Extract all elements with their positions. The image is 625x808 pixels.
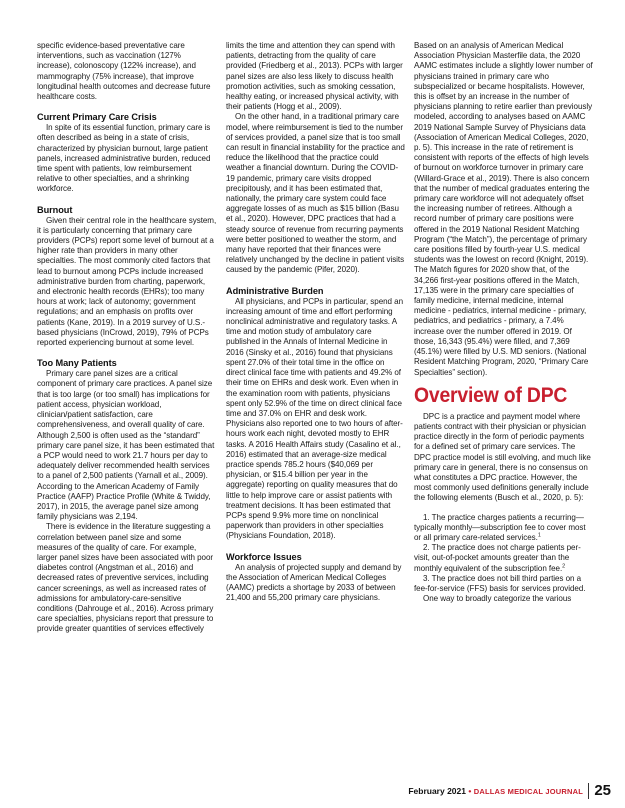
footnote-marker: 2 (562, 562, 566, 569)
page-footer (0, 783, 625, 799)
dpc-elements-list (414, 513, 594, 605)
paragraph-patients-1: Primary care panel sizes are a critical component of primary care practices. A panel size that is too large (or too small) has implications for patient access, physician workload, clinician/patient satisfaction, care comprehensiveness, and overall quality of care. Although 2,500 is often used as the “standard” primary care panel size, it has been estimated that a PCP would need to work 21.7 hours per day to adequately deliver recommended health services to a panel of 2,500 patients (Yarnall et al., 2009). According to the American Academy of Family Practice (AAFP) Practice Profile (White & Twiddy, 2017), in 2015, the average panel size among family physicians was 2,194. (37, 369, 215, 522)
paragraph-workforce: An analysis of projected supply and demand by the Association of American Medical Colleges (AAMC) predicts a shortage by 2033 of between 21,400 and 55,200 primary care physicians. (226, 562, 402, 603)
footer-separator: • (468, 786, 472, 796)
paragraph-continued: Based on an analysis of American Medical Association Physician Masterfile data, the 2020 AAMC estimates include a slightly lower number of physicians trained in primary care who subspecialized or became hospitalists. However, this is offset by an increase in the number of physicians planning to retire earlier than previously modeled, according to analyses based on AAMC 2019 National Sample Survey of Physicians data (Association of American Medical Colleges, 2020, p. 5). This increase in the rate of retirement is consistent with reports of the effects of high levels of burnout on workforce turnover in primary care (Willard-Grace et al., 2019). There is also concern that the number of medical graduates entering the primary care workforce will not adequately offset the increasing number of retirees. Although a record number of primary care positions were offered in the 2019 National Resident Matching Program (“the Match”), the percentage of primary care positions filled by fourth-year U.S. medical students was the lowest on record (Knight, 2019). The Match figures for 2020 show that, of the 34,266 first-year positions offered in the Match, 17,135 were in the primary care specialties of family medicine, internal medicine, internal medicine - pediatrics, internal medicine - primary, pediatrics, and pediatrics - primary, a 7.4% increase over the number offered in 2019. Of those, 16,343 (95.4%) were filled, and 7,369 (45.1%) were filled by U.S. MD seniors. (National Resident Matching Program, 2020, “Primary Care Specialties” section). (414, 41, 593, 377)
footer-date: February 2021 (408, 786, 466, 796)
list-item: 2. The practice does not charge patients per-visit, out-of-pocket amounts greater than the monthly equivalent of the subscription fee.$^2$ (414, 543, 581, 573)
list-item: 3. The practice does not bill third parties on a fee-for-service (FFS) basis for services provided. (414, 573, 586, 593)
paragraph-overview: DPC is a practice and payment model where patients contract with their physician or physician practice directly in the form of periodic payments for a defined set of primary care services. The DPC practice model is still evolving, and much like primary care in general, there is no consensus on what constitutes a DPC practice. However, the most commonly used definitions generally include the following elements (Busch et al., 2020, p. 5): (414, 411, 591, 503)
heading-too-many-patients: Too Many Patients (37, 358, 117, 369)
list-item: 1. The practice charges patients a recurring—typically monthly—subscription fee to cover most or all primary care-related services.$^1$ (414, 512, 586, 542)
footnote-marker: 1 (537, 532, 541, 539)
page-number: 25 (594, 782, 611, 799)
heading-administrative-burden: Administrative Burden (226, 285, 324, 296)
paragraph-continued: limits the time and attention they can spend with patients, detracting from the quality of care provided (Friedberg et al., 2013). PCPs with larger panel sizes are also less likely to discuss health promotion activities, such as smoking cessation, healthy eating, or increased physical activity, with their patients (Hogg et al., 2009). (226, 41, 403, 112)
footer-journal-name: DALLAS MEDICAL JOURNAL (473, 787, 583, 796)
heading-burnout: Burnout (37, 204, 73, 215)
footer-divider (588, 783, 589, 799)
heading-overview-of-dpc: Overview of DPC (414, 382, 568, 407)
paragraph-traditional-model: On the other hand, in a traditional primary care model, where reimbursement is tied to the number of services provided, a panel size that is too small can result in financial instability for the practice and reduce the likelihood that the practice could weather a financial downturn. During the COVID-19 pandemic, primary care visits dropped precipitously, and it has been estimated that, nationally, the primary care system could face aggregate losses of as much as $15 billion (Basu et al., 2020). However, DPC practices that had a steady source of revenue from recurring payments were better positioned to weather the storm, and many have reported that their finances were relatively unchanged by the decline in patient visits caused by the pandemic (Pifer, 2020). (226, 112, 405, 275)
paragraph-last: One way to broadly categorize the various (423, 594, 572, 604)
heading-current-primary-care-crisis: Current Primary Care Crisis (37, 112, 157, 123)
paragraph-burnout: Given their central role in the healthcare system, it is particularly concerning that primary care providers (PCPs) report some level of burnout at a higher rate than providers in many other specialties. The most commonly cited factors that lead to burnout among PCPs include increased administrative burden from charting, paperwork, and electronic health records (EHRs); too many hours at work; lack of autonomy; government regulations; and an emphasis on profits over patients (Kane, 2019). In a 2019 survey of U.S.-based physicians (InCrowd, 2019), 79% of PCPs reported experiencing burnout at some level. (37, 215, 217, 348)
heading-workforce-issues: Workforce Issues (226, 551, 302, 562)
footer-text (408, 786, 583, 797)
paragraph-intro: specific evidence-based preventative care interventions, such as vaccination (127% increase), colonoscopy (122% increase), and mammography (75% increase), that improve longitudinal health outcomes and decrease future healthcare costs. (37, 41, 211, 102)
paragraph-crisis: In spite of its essential function, primary care is often described as being in a state of crisis, characterized by physician burnout, large patient panels, increased administrative burden, reduced time spent with patients, low reimbursement relative to other specialties, and a shrinking workforce. (37, 123, 211, 194)
column-2 (226, 41, 406, 603)
paragraph-patients-2: There is evidence in the literature suggesting a correlation between panel size and some measures of the quality of care. For example, larger panel sizes have been associated with poor diabetes control (Angstman et al., 2016) and decreased rates of preventive services, including cancer screenings, as well as increased rates of admissions for ambulatory-care-sensitive conditions (Dahrouge et al., 2016). Across primary care specialties, physicians report that pressure to provide greater quantities of services effectively (37, 522, 214, 634)
column-3 (414, 41, 594, 604)
paragraph-administrative-burden: All physicians, and PCPs in particular, spend an increasing amount of time and effort performing nonclinical administrative and regulatory tasks. A time and motion study of ambulatory care published in the Annals of Internal Medicine in 2016 (Sinsky et al., 2016) found that physicians spent 27.0% of their total time in the office on direct clinical face time with patients and 49.2% of their time on EHRs and desk work. Even when in the examination room with patients, physicians spent only 52.9% of the time on direct clinical face time and 37.0% on EHR and desk work. Physicians also reported one to two hours of after-hours work each night, devoted mostly to EHR tasks. A 2016 Health Affairs study (Casalino et al., 2016) estimated that an average-size medical practice spends 785.2 hours ($40,069 per physician, or $15.4 billion per year in the aggregate) reporting on quality measures that do little to help improve care or assist patients with treatment decisions. It has been estimated that PCPs spend 9.9% more time on nonclinical paperwork than providers in other specialties (Physicians Foundation, 2018). (226, 296, 404, 541)
column-1 (37, 41, 217, 635)
